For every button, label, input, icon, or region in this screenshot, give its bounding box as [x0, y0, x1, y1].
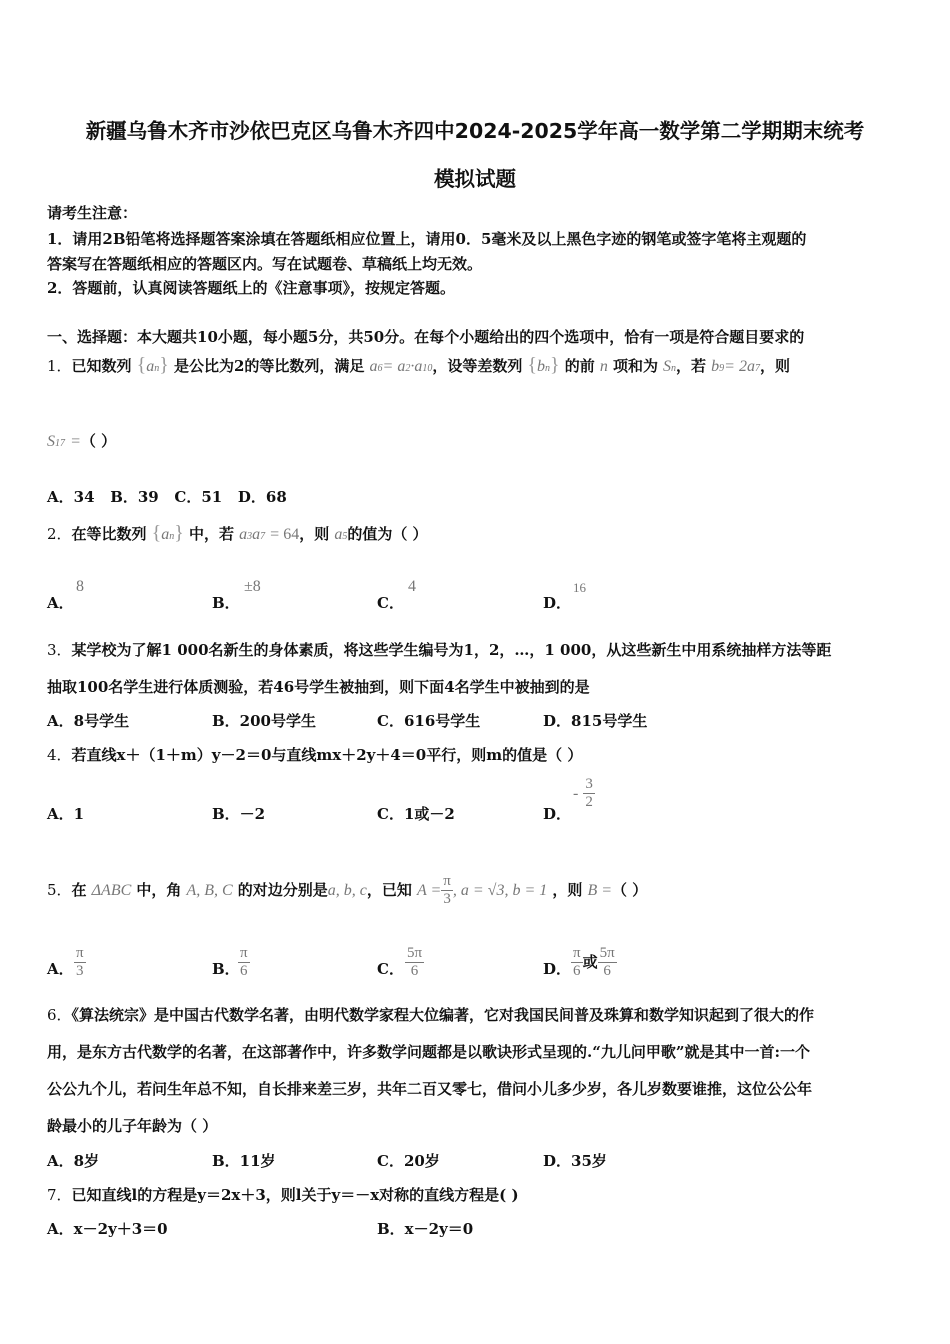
question-number: 3．: [47, 641, 72, 659]
option-d[interactable]: D．68: [237, 488, 287, 506]
option-d[interactable]: D．: [543, 805, 572, 823]
option-d[interactable]: D．: [543, 594, 572, 612]
question-4: 4．若直线x＋（1＋m）y－2＝0与直线mx＋2y＋4＝0平行，则m的值是（ ）: [47, 746, 583, 764]
question-7: 7．已知直线l的方程是y＝2x＋3，则l关于y＝－x对称的直线方程是( ): [47, 1186, 519, 1204]
option-b-value: $\frac{\pi}{6}$: [240, 945, 248, 979]
option-b[interactable]: B．11岁: [212, 1152, 276, 1170]
fraction: $\frac{\pi}{3}$: [443, 873, 451, 907]
question-number: 5．: [47, 881, 72, 899]
notice-item1-line2: 答案写在答题纸相应的答题区内。写在试题卷、草稿纸上均无效。: [47, 255, 483, 273]
option-d[interactable]: D．35岁: [543, 1152, 607, 1170]
question-2: 2．在等比数列 {an} 中，若 a3a7 = 64，则 a5的值为（ ）: [47, 522, 428, 544]
option-a[interactable]: A．34: [47, 488, 95, 506]
option-a[interactable]: A．1: [47, 805, 85, 823]
question-6-line3: 公公九个儿，若问生年总不知，自长排来差三岁，共年二百又零七，借问小儿多少岁，各儿岁数要谁推，这位公公年: [47, 1080, 813, 1098]
question-number: 7．: [47, 1186, 72, 1204]
question-6-line4: 龄最小的儿子年龄为（ ）: [47, 1117, 218, 1135]
question-1: 1．已知数列 {an} 是公比为2的等比数列，满足 a6= a2·a10，设等差数列 {bn} 的前 n 项和为 Sn，若 b9= 2a7，则: [47, 354, 790, 376]
question-number: 2．: [47, 525, 72, 543]
option-c[interactable]: C．: [377, 960, 404, 978]
option-c[interactable]: C．51: [174, 488, 223, 506]
notice-item1-line1: 1．请用2B铅笔将选择题答案涂填在答题纸相应位置上，请用0．5毫米及以上黑色字迹的钢笔或签字笔将主观题的: [47, 230, 807, 248]
question-1-cont: S17 =（ ）: [47, 432, 117, 450]
option-b[interactable]: B．39: [110, 488, 159, 506]
question-1-options: [47, 486, 287, 507]
option-b[interactable]: B．: [212, 594, 240, 612]
option-c-value: 4: [408, 578, 416, 595]
option-a[interactable]: A．8号学生: [47, 712, 130, 730]
question-number: 6．: [47, 1006, 72, 1024]
question-5: 5．在 ΔABC 中，角 A, B, C 的对边分别是a, b, c，已知 A = $\frac{\pi}{3}$ , a = √3, b = 1 ，则 B =（ ）: [47, 873, 648, 907]
question-number: 1．: [47, 357, 72, 375]
option-c[interactable]: C．1或－2: [377, 805, 455, 823]
section-heading: 一、选择题：本大题共10小题，每小题5分，共50分。在每个小题给出的四个选项中，恰有一项是符合题目要求的: [47, 328, 805, 346]
option-b[interactable]: B．x－2y＝0: [377, 1220, 474, 1238]
option-d[interactable]: D．815号学生: [543, 712, 648, 730]
question-6: 6．《算法统宗》是中国古代数学名著，由明代数学家程大位编著，它对我国民间普及珠算和数学知识起到了很大的作: [47, 1006, 815, 1024]
exam-title-line2: 模拟试题: [434, 167, 516, 191]
option-b[interactable]: B．－2: [212, 805, 266, 823]
notice-heading: 请考生注意：: [47, 204, 138, 222]
question-3: 3．某学校为了解1 000名新生的身体素质，将这些学生编号为1，2，…，1 000，从这些新生中用系统抽样方法等距: [47, 641, 832, 659]
option-a-value: $\frac{\pi}{3}$: [76, 945, 84, 979]
question-6-line2: 用，是东方古代数学的名著，在这部著作中，许多数学问题都是以歌诀形式呈现的.“九儿问甲歌”就是其中一首:一个: [47, 1043, 811, 1061]
question-3-line2: 抽取100名学生进行体质测验，若46号学生被抽到，则下面4名学生中被抽到的是: [47, 678, 590, 696]
option-a[interactable]: A．: [47, 594, 74, 612]
option-b[interactable]: B．: [212, 960, 240, 978]
option-d-value: - $\frac{3}{2}$: [573, 776, 593, 810]
option-a-value: 8: [76, 578, 84, 595]
option-b[interactable]: B．200号学生: [212, 712, 316, 730]
option-a[interactable]: A．8岁: [47, 1152, 100, 1170]
option-a[interactable]: A．: [47, 960, 74, 978]
option-a[interactable]: A．x－2y＋3＝0: [47, 1220, 168, 1238]
option-b-value: ±8: [244, 578, 261, 595]
exam-title-line1: 新疆乌鲁木齐市沙依巴克区乌鲁木齐四中2024-2025学年高一数学第二学期期末统考: [85, 119, 865, 143]
option-c-value: $\frac{5\pi}{6}$: [407, 945, 423, 979]
option-d[interactable]: D．: [543, 960, 572, 978]
fraction: $\frac{3}{2}$: [585, 776, 593, 810]
option-d-value: 16: [573, 580, 586, 595]
notice-item2: 2．答题前，认真阅读答题纸上的《注意事项》，按规定答题。: [47, 279, 455, 297]
option-c[interactable]: C．616号学生: [377, 712, 481, 730]
option-c[interactable]: C．20岁: [377, 1152, 440, 1170]
option-d-value: $\frac{\pi}{6}$ 或 $\frac{5\pi}{6}$: [573, 945, 615, 979]
option-c[interactable]: C．: [377, 594, 404, 612]
question-number: 4．: [47, 746, 72, 764]
